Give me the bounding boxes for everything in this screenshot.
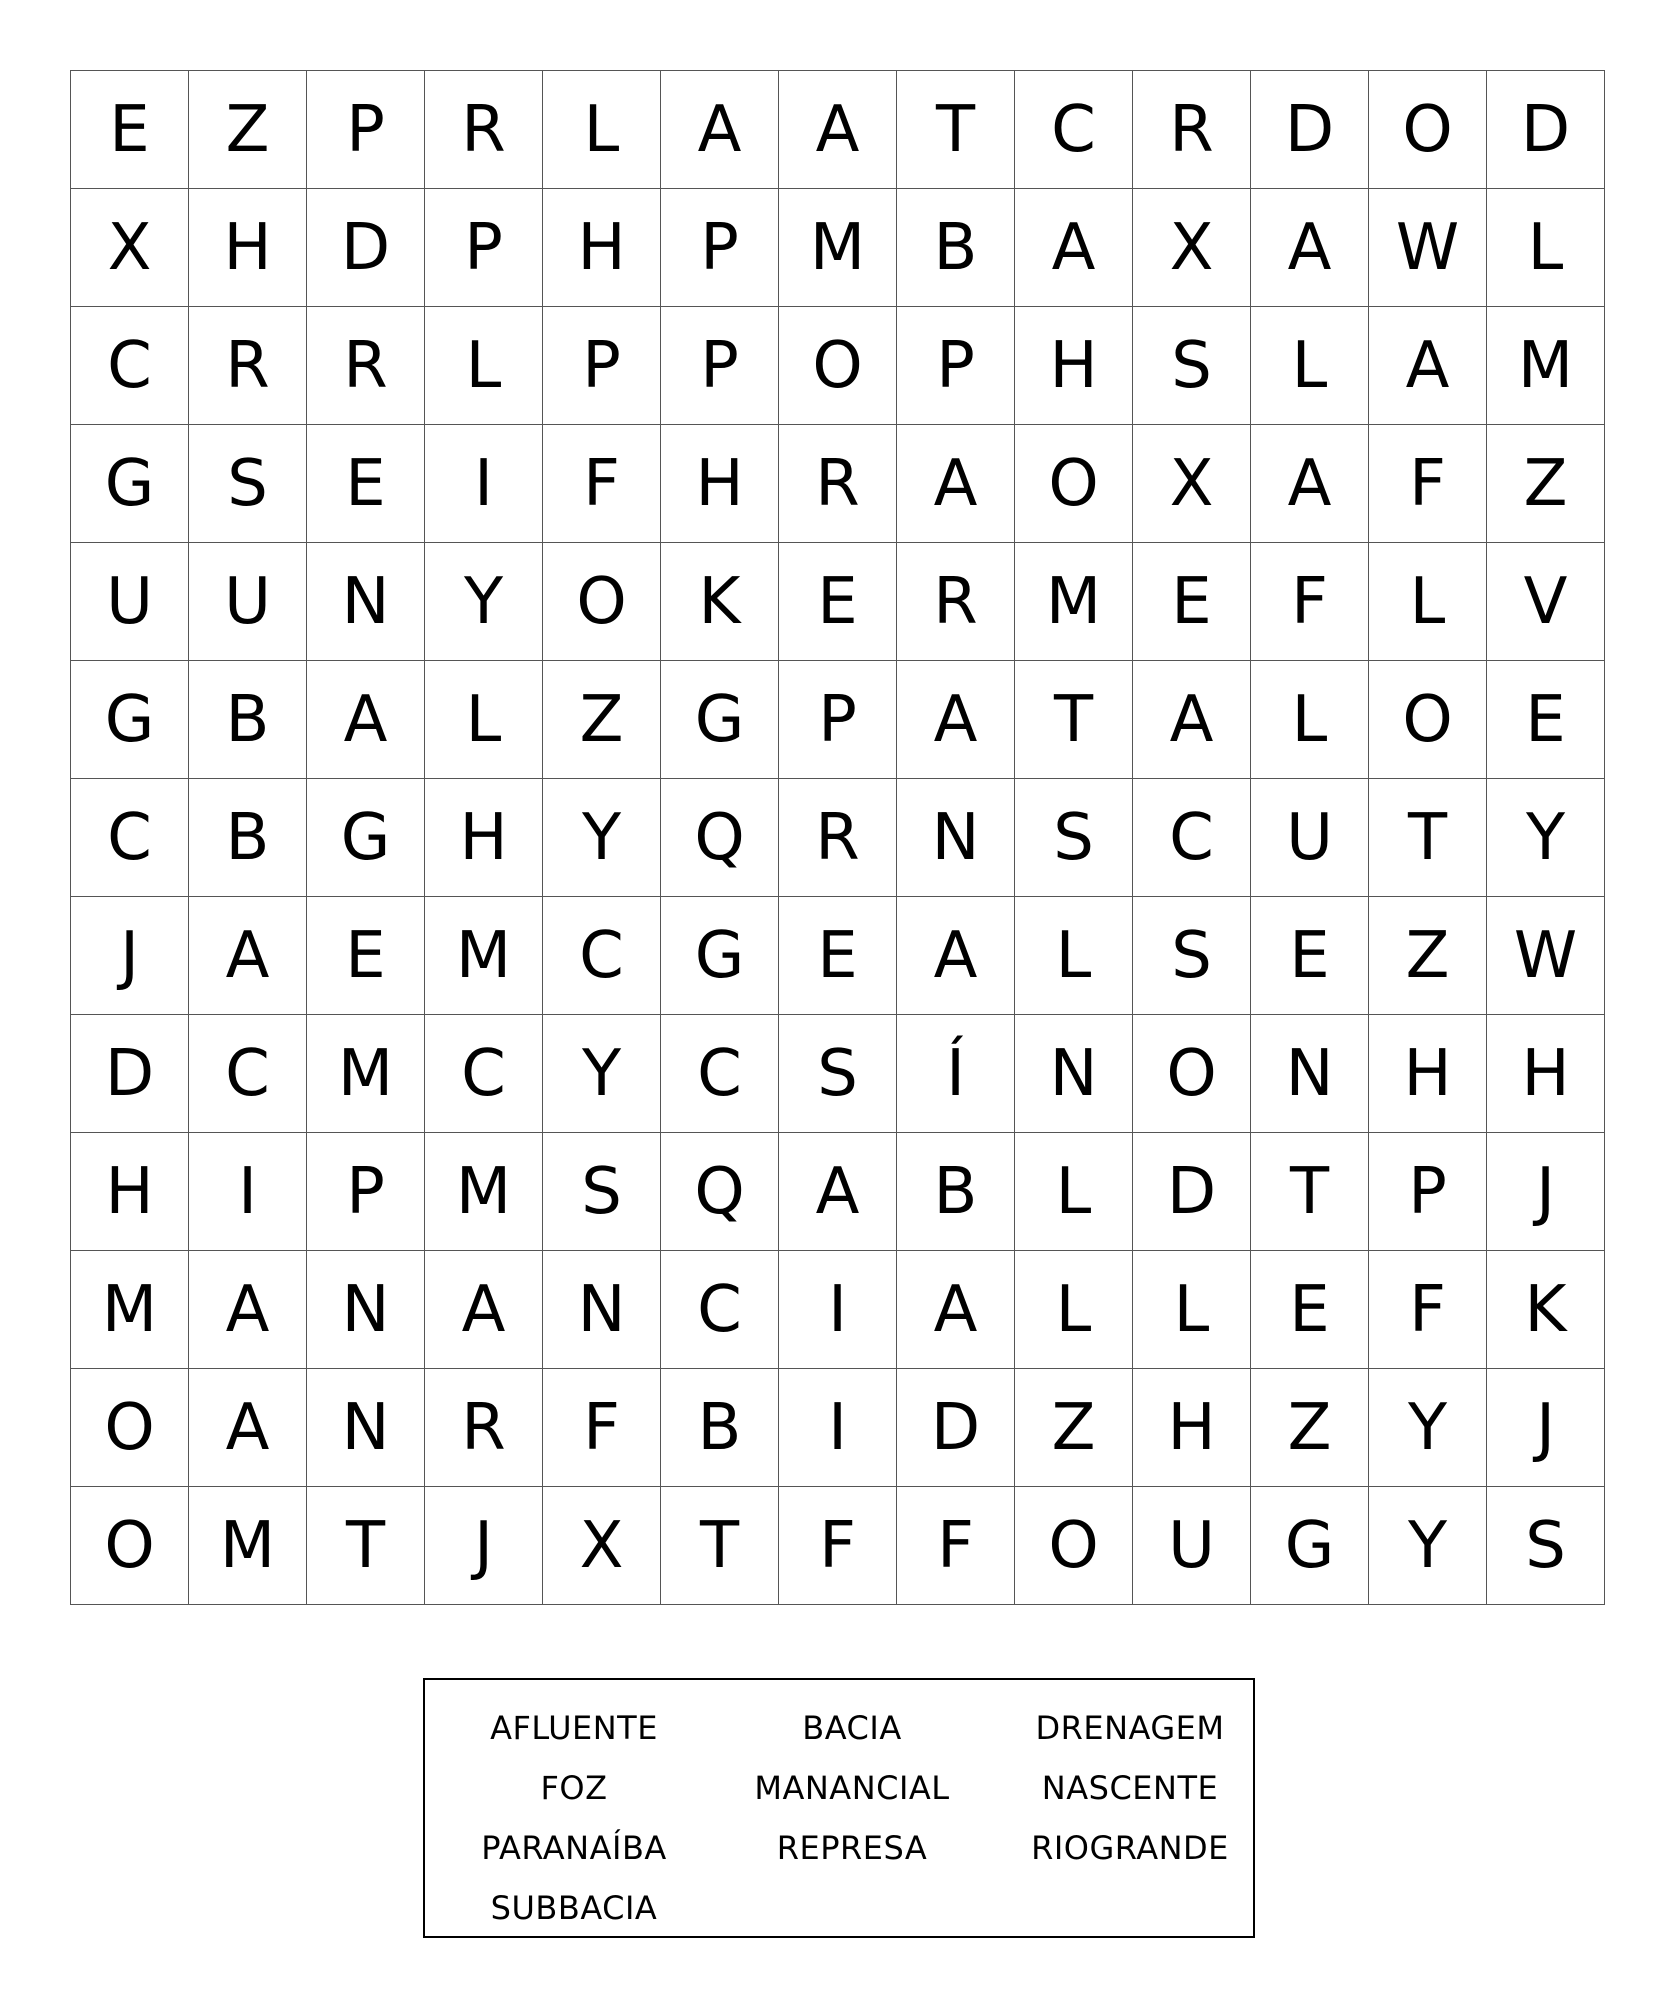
grid-cell[interactable]: F bbox=[897, 1487, 1015, 1605]
grid-cell[interactable]: R bbox=[779, 425, 897, 543]
grid-cell[interactable]: R bbox=[307, 307, 425, 425]
grid-cell[interactable]: N bbox=[307, 543, 425, 661]
grid-cell[interactable]: U bbox=[1133, 1487, 1251, 1605]
grid-cell[interactable]: Y bbox=[543, 779, 661, 897]
grid-cell[interactable]: H bbox=[661, 425, 779, 543]
grid-cell[interactable]: G bbox=[661, 897, 779, 1015]
grid-cell[interactable]: S bbox=[1487, 1487, 1605, 1605]
grid-cell[interactable]: P bbox=[661, 189, 779, 307]
grid-cell[interactable]: R bbox=[897, 543, 1015, 661]
grid-cell[interactable]: B bbox=[189, 779, 307, 897]
grid-cell[interactable]: S bbox=[1015, 779, 1133, 897]
grid-cell[interactable]: R bbox=[189, 307, 307, 425]
grid-cell[interactable]: Í bbox=[897, 1015, 1015, 1133]
grid-cell[interactable]: L bbox=[1369, 543, 1487, 661]
word-list-item: BACIA bbox=[802, 1709, 902, 1747]
grid-cell[interactable]: A bbox=[1251, 425, 1369, 543]
grid-cell[interactable]: A bbox=[897, 897, 1015, 1015]
grid-cell[interactable]: F bbox=[779, 1487, 897, 1605]
grid-cell[interactable]: P bbox=[661, 307, 779, 425]
grid-cell[interactable]: A bbox=[779, 71, 897, 189]
grid-cell[interactable]: M bbox=[189, 1487, 307, 1605]
grid-cell[interactable]: C bbox=[543, 897, 661, 1015]
grid-cell[interactable]: P bbox=[1369, 1133, 1487, 1251]
grid-cell[interactable]: M bbox=[1015, 543, 1133, 661]
grid-cell[interactable]: P bbox=[897, 307, 1015, 425]
grid-cell[interactable]: O bbox=[1133, 1015, 1251, 1133]
grid-cell[interactable]: J bbox=[1487, 1369, 1605, 1487]
grid-cell[interactable]: O bbox=[1369, 661, 1487, 779]
word-list-box bbox=[423, 1678, 1255, 1938]
grid-cell[interactable]: X bbox=[543, 1487, 661, 1605]
grid-cell[interactable]: D bbox=[1487, 71, 1605, 189]
grid-cell[interactable]: A bbox=[1133, 661, 1251, 779]
grid-cell[interactable]: N bbox=[307, 1251, 425, 1369]
grid-cell[interactable]: N bbox=[543, 1251, 661, 1369]
grid-cell[interactable]: M bbox=[425, 897, 543, 1015]
grid-cell[interactable]: A bbox=[897, 425, 1015, 543]
grid-cell[interactable]: I bbox=[779, 1369, 897, 1487]
grid-cell[interactable]: F bbox=[1369, 1251, 1487, 1369]
grid-cell[interactable]: Z bbox=[1251, 1369, 1369, 1487]
grid-cell[interactable]: C bbox=[71, 307, 189, 425]
grid-cell[interactable]: A bbox=[897, 661, 1015, 779]
grid-cell[interactable]: S bbox=[1133, 897, 1251, 1015]
grid-cell[interactable]: D bbox=[307, 189, 425, 307]
grid-cell[interactable]: H bbox=[71, 1133, 189, 1251]
grid-cell[interactable]: L bbox=[1251, 661, 1369, 779]
grid-cell[interactable]: Z bbox=[1369, 897, 1487, 1015]
grid-cell[interactable]: L bbox=[1015, 897, 1133, 1015]
word-list-item: RIOGRANDE bbox=[1031, 1829, 1229, 1867]
grid-cell[interactable]: X bbox=[1133, 425, 1251, 543]
grid-cell[interactable]: A bbox=[189, 1369, 307, 1487]
letter-grid bbox=[70, 70, 1605, 1605]
grid-cell[interactable]: D bbox=[1133, 1133, 1251, 1251]
grid-cell[interactable]: D bbox=[1251, 71, 1369, 189]
grid-cell[interactable]: P bbox=[779, 661, 897, 779]
grid-cell[interactable]: L bbox=[543, 71, 661, 189]
grid-cell[interactable]: C bbox=[1133, 779, 1251, 897]
grid-cell[interactable]: M bbox=[71, 1251, 189, 1369]
grid-cell[interactable]: T bbox=[1369, 779, 1487, 897]
grid-cell[interactable]: H bbox=[425, 779, 543, 897]
grid-cell[interactable]: H bbox=[1487, 1015, 1605, 1133]
grid-cell[interactable]: I bbox=[189, 1133, 307, 1251]
grid-cell[interactable]: E bbox=[307, 897, 425, 1015]
grid-cell[interactable]: O bbox=[1015, 425, 1133, 543]
grid-cell[interactable]: E bbox=[779, 543, 897, 661]
grid-cell[interactable]: B bbox=[897, 189, 1015, 307]
word-list-item: FOZ bbox=[540, 1769, 608, 1807]
grid-cell[interactable]: Z bbox=[543, 661, 661, 779]
word-list-item: NASCENTE bbox=[1041, 1769, 1219, 1807]
grid-cell[interactable]: N bbox=[1015, 1015, 1133, 1133]
grid-cell[interactable]: T bbox=[661, 1487, 779, 1605]
grid-cell[interactable]: A bbox=[189, 1251, 307, 1369]
grid-cell[interactable]: I bbox=[425, 425, 543, 543]
grid-cell[interactable]: J bbox=[71, 897, 189, 1015]
grid-cell[interactable]: R bbox=[425, 71, 543, 189]
grid-cell[interactable]: E bbox=[1251, 897, 1369, 1015]
grid-cell[interactable]: A bbox=[661, 71, 779, 189]
grid-cell[interactable]: X bbox=[71, 189, 189, 307]
grid-cell[interactable]: Y bbox=[425, 543, 543, 661]
grid-cell[interactable]: O bbox=[779, 307, 897, 425]
grid-cell[interactable]: B bbox=[661, 1369, 779, 1487]
grid-cell[interactable]: G bbox=[307, 779, 425, 897]
grid-cell[interactable]: H bbox=[1369, 1015, 1487, 1133]
grid-cell[interactable]: H bbox=[189, 189, 307, 307]
grid-cell[interactable]: I bbox=[779, 1251, 897, 1369]
grid-cell[interactable]: C bbox=[189, 1015, 307, 1133]
grid-cell[interactable]: D bbox=[897, 1369, 1015, 1487]
grid-cell[interactable]: H bbox=[1133, 1369, 1251, 1487]
grid-cell[interactable]: M bbox=[1487, 307, 1605, 425]
grid-cell[interactable]: A bbox=[1251, 189, 1369, 307]
grid-cell[interactable]: G bbox=[71, 425, 189, 543]
grid-cell[interactable]: E bbox=[71, 71, 189, 189]
grid-cell[interactable]: C bbox=[1015, 71, 1133, 189]
grid-cell[interactable]: N bbox=[897, 779, 1015, 897]
word-list bbox=[435, 1698, 1269, 1938]
grid-cell[interactable]: M bbox=[425, 1133, 543, 1251]
grid-cell[interactable]: S bbox=[1133, 307, 1251, 425]
grid-cell[interactable]: R bbox=[425, 1369, 543, 1487]
grid-cell[interactable]: U bbox=[1251, 779, 1369, 897]
grid-cell[interactable]: Y bbox=[1369, 1487, 1487, 1605]
grid-cell[interactable]: C bbox=[425, 1015, 543, 1133]
grid-cell[interactable]: L bbox=[1133, 1251, 1251, 1369]
grid-cell[interactable]: T bbox=[1015, 661, 1133, 779]
grid-cell[interactable]: L bbox=[425, 307, 543, 425]
grid-cell[interactable]: P bbox=[425, 189, 543, 307]
grid-cell[interactable]: A bbox=[1015, 189, 1133, 307]
grid-cell[interactable]: G bbox=[71, 661, 189, 779]
grid-cell[interactable]: K bbox=[1487, 1251, 1605, 1369]
word-list-item: MANANCIAL bbox=[754, 1769, 950, 1807]
grid-cell[interactable]: J bbox=[425, 1487, 543, 1605]
grid-cell[interactable]: K bbox=[661, 543, 779, 661]
grid-cell[interactable]: R bbox=[1133, 71, 1251, 189]
grid-cell[interactable]: U bbox=[71, 543, 189, 661]
grid-cell[interactable]: R bbox=[779, 779, 897, 897]
grid-cell[interactable]: P bbox=[307, 1133, 425, 1251]
grid-cell[interactable]: O bbox=[71, 1487, 189, 1605]
grid-cell[interactable]: C bbox=[661, 1251, 779, 1369]
grid-cell[interactable]: S bbox=[779, 1015, 897, 1133]
grid-cell[interactable]: X bbox=[1133, 189, 1251, 307]
grid-cell[interactable]: L bbox=[1015, 1133, 1133, 1251]
grid-cell[interactable]: F bbox=[1251, 543, 1369, 661]
grid-cell[interactable]: M bbox=[307, 1015, 425, 1133]
grid-cell[interactable]: Y bbox=[1369, 1369, 1487, 1487]
grid-cell[interactable]: H bbox=[543, 189, 661, 307]
grid-cell[interactable]: O bbox=[1369, 71, 1487, 189]
grid-cell[interactable]: N bbox=[307, 1369, 425, 1487]
grid-cell[interactable]: L bbox=[1015, 1251, 1133, 1369]
grid-cell[interactable]: T bbox=[1251, 1133, 1369, 1251]
grid-cell[interactable]: J bbox=[1487, 1133, 1605, 1251]
grid-cell[interactable]: U bbox=[189, 543, 307, 661]
grid-cell[interactable]: E bbox=[1133, 543, 1251, 661]
grid-cell[interactable]: A bbox=[1369, 307, 1487, 425]
grid-cell[interactable]: F bbox=[543, 425, 661, 543]
grid-cell[interactable]: O bbox=[543, 543, 661, 661]
grid-cell[interactable]: Q bbox=[661, 1133, 779, 1251]
grid-cell[interactable]: H bbox=[1015, 307, 1133, 425]
grid-cell[interactable]: P bbox=[307, 71, 425, 189]
grid-cell[interactable]: Z bbox=[189, 71, 307, 189]
grid-cell[interactable]: A bbox=[307, 661, 425, 779]
grid-cell[interactable]: C bbox=[71, 779, 189, 897]
word-list-item: AFLUENTE bbox=[490, 1709, 658, 1747]
grid-cell[interactable]: O bbox=[1015, 1487, 1133, 1605]
grid-cell[interactable]: F bbox=[543, 1369, 661, 1487]
grid-cell[interactable]: E bbox=[307, 425, 425, 543]
grid-cell[interactable]: M bbox=[779, 189, 897, 307]
grid-cell[interactable]: S bbox=[543, 1133, 661, 1251]
grid-cell[interactable]: O bbox=[71, 1369, 189, 1487]
grid-cell[interactable]: D bbox=[71, 1015, 189, 1133]
grid-cell[interactable]: L bbox=[1487, 189, 1605, 307]
grid-cell[interactable]: Q bbox=[661, 779, 779, 897]
grid-cell[interactable]: T bbox=[897, 71, 1015, 189]
grid-cell[interactable]: V bbox=[1487, 543, 1605, 661]
grid-cell[interactable]: E bbox=[1251, 1251, 1369, 1369]
grid-cell[interactable]: B bbox=[897, 1133, 1015, 1251]
grid-cell[interactable]: W bbox=[1369, 189, 1487, 307]
grid-cell[interactable]: G bbox=[661, 661, 779, 779]
grid-cell[interactable]: C bbox=[661, 1015, 779, 1133]
word-list-item: PARANAÍBA bbox=[481, 1829, 667, 1867]
grid-cell[interactable]: S bbox=[189, 425, 307, 543]
grid-cell[interactable]: A bbox=[189, 897, 307, 1015]
grid-cell[interactable]: Z bbox=[1015, 1369, 1133, 1487]
word-list-item: SUBBACIA bbox=[490, 1889, 658, 1927]
grid-cell[interactable]: A bbox=[897, 1251, 1015, 1369]
grid-cell[interactable]: A bbox=[425, 1251, 543, 1369]
grid-cell[interactable]: E bbox=[1487, 661, 1605, 779]
grid-cell[interactable]: A bbox=[779, 1133, 897, 1251]
grid-cell[interactable]: Y bbox=[543, 1015, 661, 1133]
grid-cell[interactable]: W bbox=[1487, 897, 1605, 1015]
grid-cell[interactable]: T bbox=[307, 1487, 425, 1605]
grid-cell[interactable]: Y bbox=[1487, 779, 1605, 897]
grid-cell[interactable]: G bbox=[1251, 1487, 1369, 1605]
grid-cell[interactable]: Z bbox=[1487, 425, 1605, 543]
word-list-item: DRENAGEM bbox=[1035, 1709, 1225, 1747]
grid-cell[interactable]: N bbox=[1251, 1015, 1369, 1133]
grid-cell[interactable]: E bbox=[779, 897, 897, 1015]
grid-cell[interactable]: F bbox=[1369, 425, 1487, 543]
grid-cell[interactable]: L bbox=[1251, 307, 1369, 425]
grid-cell[interactable]: P bbox=[543, 307, 661, 425]
word-list-item: REPRESA bbox=[776, 1829, 928, 1867]
grid-cell[interactable]: L bbox=[425, 661, 543, 779]
grid-cell[interactable]: B bbox=[189, 661, 307, 779]
